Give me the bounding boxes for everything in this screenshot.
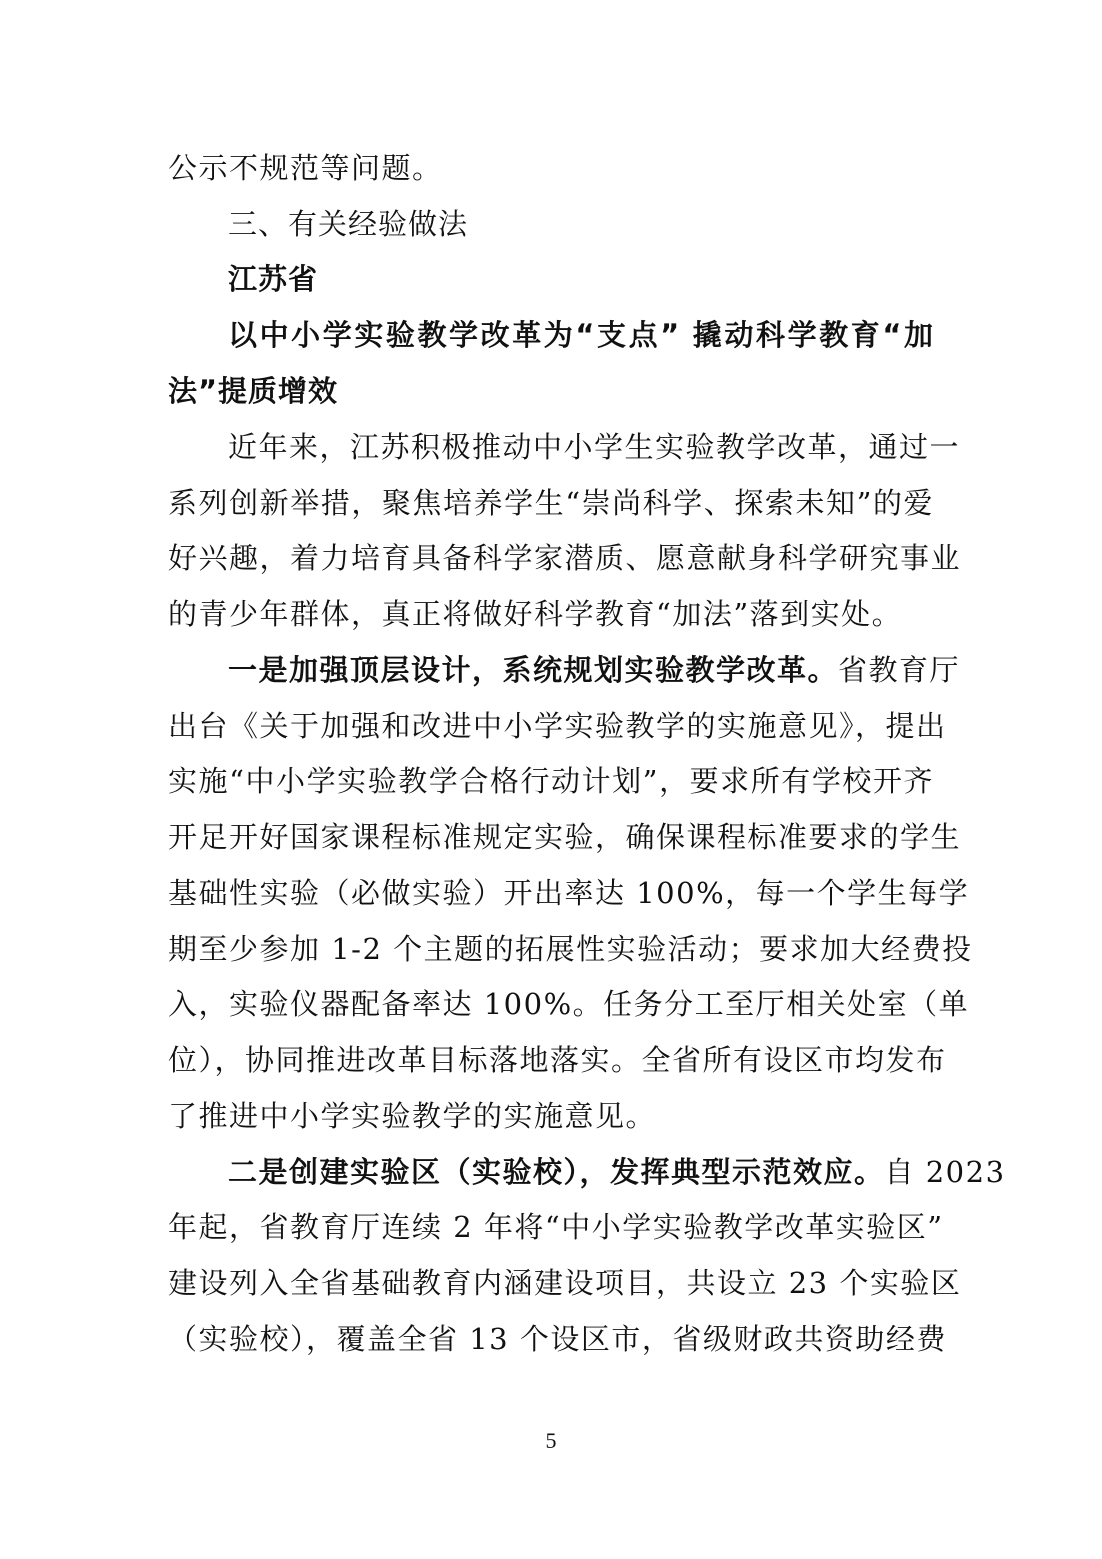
paragraph-line: （实验校），覆盖全省 13 个设区市，省级财政共资助经费 [168, 1322, 947, 1356]
paragraph-line [228, 650, 961, 690]
paragraph-line [228, 1152, 1006, 1192]
paragraph-line: 了推进中小学实验教学的实施意见。 [168, 1099, 657, 1133]
paragraph-text: 自 2023 [884, 1155, 1006, 1189]
paragraph-line: 出台《关于加强和改进中小学实验教学的实施意见》，提出 [168, 709, 947, 743]
paragraph-line: 建设列入全省基础教育内涵建设项目，共设立 23 个实验区 [168, 1266, 962, 1300]
paragraph-line: 年起，省教育厅连续 2 年将“中小学实验教学改革实验区” [168, 1210, 944, 1244]
paragraph-line: 实施“中小学实验教学合格行动计划”，要求所有学校开齐 [168, 764, 934, 798]
paragraph-line: 期至少参加 1-2 个主题的拓展性实验活动；要求加大经费投 [168, 932, 973, 966]
paragraph-line: 系列创新举措，聚焦培养学生“崇尚科学、探索未知”的爱 [168, 486, 934, 520]
article-title-line: 以中小学实验教学改革为“支点” 撬动科学教育“加 [228, 318, 934, 352]
paragraph-line: 入，实验仪器配备率达 100%。任务分工至厅相关处室（单 [168, 987, 970, 1021]
article-title-line: 法”提质增效 [168, 374, 339, 408]
paragraph-line: 好兴趣，着力培育具备科学家潜质、愿意献身科学研究事业 [168, 541, 962, 575]
section-heading: 三、有关经验做法 [228, 207, 469, 241]
paragraph-line: 开足开好国家课程标准规定实验，确保课程标准要求的学生 [168, 820, 962, 854]
lead-sentence: 一是加强顶层设计，系统规划实验教学改革。 [228, 653, 839, 687]
province-heading: 江苏省 [228, 262, 319, 296]
paragraph-line: 位），协同推进改革目标落地落实。全省所有设区市均发布 [168, 1043, 947, 1077]
paragraph-line: 近年来，江苏积极推动中小学生实验教学改革，通过一 [228, 430, 961, 464]
paragraph-line: 基础性实验（必做实验）开出率达 100%，每一个学生每学 [168, 876, 970, 910]
paragraph-text: 省教育厅 [838, 653, 961, 687]
lead-sentence: 二是创建实验区（实验校），发挥典型示范效应。 [228, 1155, 885, 1189]
page-number: 5 [545, 1428, 557, 1453]
paragraph-line: 公示不规范等问题。 [168, 151, 443, 185]
paragraph-line: 的青少年群体，真正将做好科学教育“加法”落到实处。 [168, 597, 903, 631]
